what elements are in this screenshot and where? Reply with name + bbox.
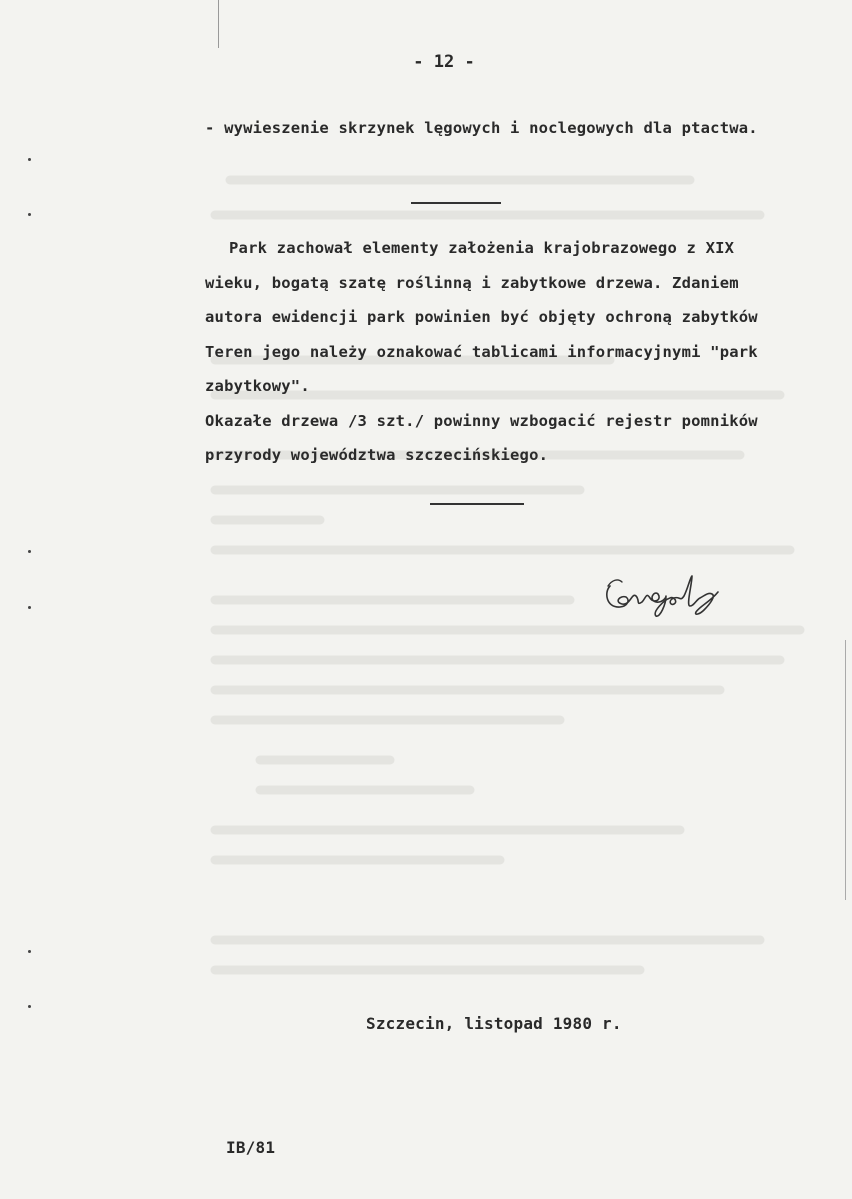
reference-code: IB/81 bbox=[226, 1138, 276, 1157]
paragraph-line: wieku, bogatą szatę roślinną i zabytkowe drzewa. Zdaniem bbox=[205, 274, 739, 292]
margin-dot bbox=[28, 213, 31, 216]
separator-rule bbox=[430, 503, 524, 505]
margin-dot bbox=[28, 1005, 31, 1008]
margin-dot bbox=[28, 950, 31, 953]
top-line: - wywieszenie skrzynek lęgowych i noclegowych dla ptactwa. bbox=[205, 119, 758, 137]
paragraph-line: przyrody województwa szczecińskiego. bbox=[205, 446, 549, 464]
paragraph-line: autora ewidencji park powinien być objęty ochroną zabytków bbox=[205, 308, 758, 326]
scan-artifact bbox=[845, 640, 846, 900]
paragraph-line: zabytkowy". bbox=[205, 377, 310, 395]
margin-dot bbox=[28, 550, 31, 553]
separator-rule bbox=[411, 202, 501, 204]
scan-artifact bbox=[218, 0, 219, 48]
margin-dot bbox=[28, 158, 31, 161]
paragraph-line: Teren jego należy oznakować tablicami informacyjnymi "park bbox=[205, 343, 758, 361]
paragraph-line: Okazałe drzewa /3 szt./ powinny wzbogacić rejestr pomników bbox=[205, 412, 758, 430]
paragraph-line: Park zachował elementy założenia krajobrazowego z XIX bbox=[229, 239, 735, 257]
page-number: - 12 - bbox=[413, 52, 475, 72]
handwritten-signature bbox=[600, 562, 730, 622]
place-date: Szczecin, listopad 1980 r. bbox=[366, 1014, 622, 1033]
margin-dot bbox=[28, 606, 31, 609]
